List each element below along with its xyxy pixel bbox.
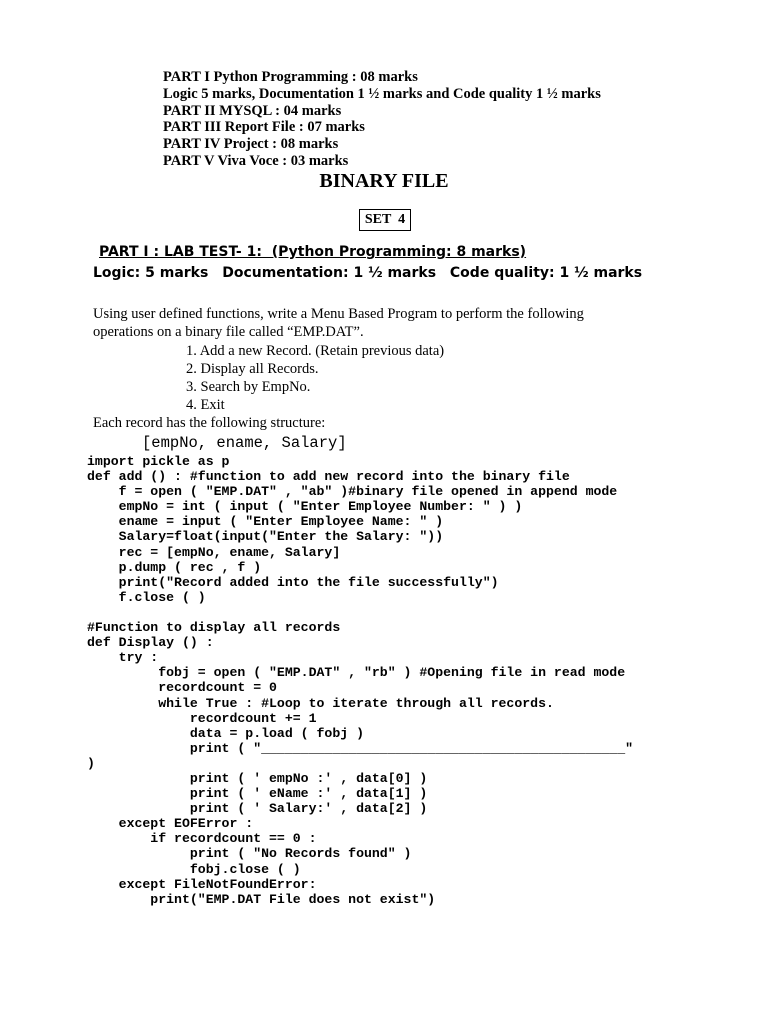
operation-item: 4. Exit — [186, 397, 225, 413]
code-line: def Display () : — [87, 635, 214, 651]
intro-line: operations on a binary file called “EMP.DAT”. — [93, 323, 364, 340]
documentation-marks: Documentation: 1 ½ marks — [222, 265, 437, 281]
code-line: ) — [87, 755, 95, 771]
code-line: import pickle as p — [87, 454, 230, 469]
code-line: ename = input ( "Enter Employee Name: " ) — [87, 514, 444, 530]
code-line: fobj = open ( "EMP.DAT" , "rb" ) #Opening file in read mode — [87, 665, 626, 681]
marks-line: Logic 5 marks, Documentation 1 ½ marks and Code quality 1 ½ marks — [163, 85, 601, 102]
code-line: print ( "No Records found" ) — [87, 846, 412, 862]
code-line: print ( "______________________________________________" — [87, 740, 634, 756]
code-line: p.dump ( rec , f ) — [87, 559, 262, 575]
code-line: print ( ' eName :' , data[1] ) — [87, 786, 428, 802]
code-line: empNo = int ( input ( "Enter Employee Number: " ) ) — [87, 499, 523, 515]
set-box: SET 4 — [359, 209, 411, 231]
logic-marks: Logic: 5 marks — [93, 265, 209, 281]
code-line — [87, 605, 633, 620]
marks-line: PART II MYSQL : 04 marks — [163, 102, 342, 119]
code-quality-marks: Code quality: 1 ½ marks — [449, 265, 643, 281]
operations-list — [186, 342, 444, 414]
code-line: rec = [empNo, ename, Salary] — [87, 544, 341, 560]
code-listing — [87, 454, 633, 907]
code-line: if recordcount == 0 : — [87, 831, 317, 847]
structure-text: Each record has the following structure: — [93, 415, 326, 431]
code-line: print("Record added into the file successfully") — [87, 574, 499, 590]
code-line: except FileNotFoundError: — [87, 876, 317, 892]
marks-line: PART I Python Programming : 08 marks — [163, 69, 418, 85]
code-line: recordcount += 1 — [87, 710, 317, 726]
code-line: print ( ' empNo :' , data[0] ) — [87, 770, 428, 786]
code-line: except EOFError : — [87, 816, 254, 832]
marks-line: PART V Viva Voce : 03 marks — [163, 152, 349, 169]
intro-line: Using user defined functions, write a Menu Based Program to perform the following — [93, 306, 584, 322]
code-line: recordcount = 0 — [87, 680, 277, 696]
question-intro — [93, 306, 584, 341]
code-line: Salary=float(input("Enter the Salary: ")) — [87, 529, 444, 545]
marks-line: PART IV Project : 08 marks — [163, 136, 339, 153]
marks-breakdown — [163, 69, 601, 170]
code-line: data = p.load ( fobj ) — [87, 725, 364, 741]
operation-item: 1. Add a new Record. (Retain previous data) — [186, 343, 445, 359]
record-fields: [empNo, ename, Salary] — [142, 434, 347, 452]
marks-summary — [93, 265, 651, 281]
code-line: while True : #Loop to iterate through all records. — [87, 695, 554, 711]
code-line: try : — [87, 650, 159, 666]
code-line: f.close ( ) — [87, 589, 206, 605]
page-title: BINARY FILE — [319, 170, 449, 192]
code-line: f = open ( "EMP.DAT" , "ab" )#binary file opened in append mode — [87, 484, 618, 500]
code-line: def add () : #function to add new record into the binary file — [87, 469, 570, 485]
code-line: print ( ' Salary:' , data[2] ) — [87, 801, 428, 817]
operation-item: 3. Search by EmpNo. — [186, 379, 311, 395]
marks-line: PART III Report File : 07 marks — [163, 119, 365, 136]
lab-test-heading: PART I : LAB TEST- 1: (Python Programming: 8 marks) — [99, 244, 527, 260]
code-line: print("EMP.DAT File does not exist") — [87, 891, 436, 907]
code-line: fobj.close ( ) — [87, 861, 301, 877]
operation-item: 2. Display all Records. — [186, 361, 319, 377]
code-line: #Function to display all records — [87, 620, 341, 636]
